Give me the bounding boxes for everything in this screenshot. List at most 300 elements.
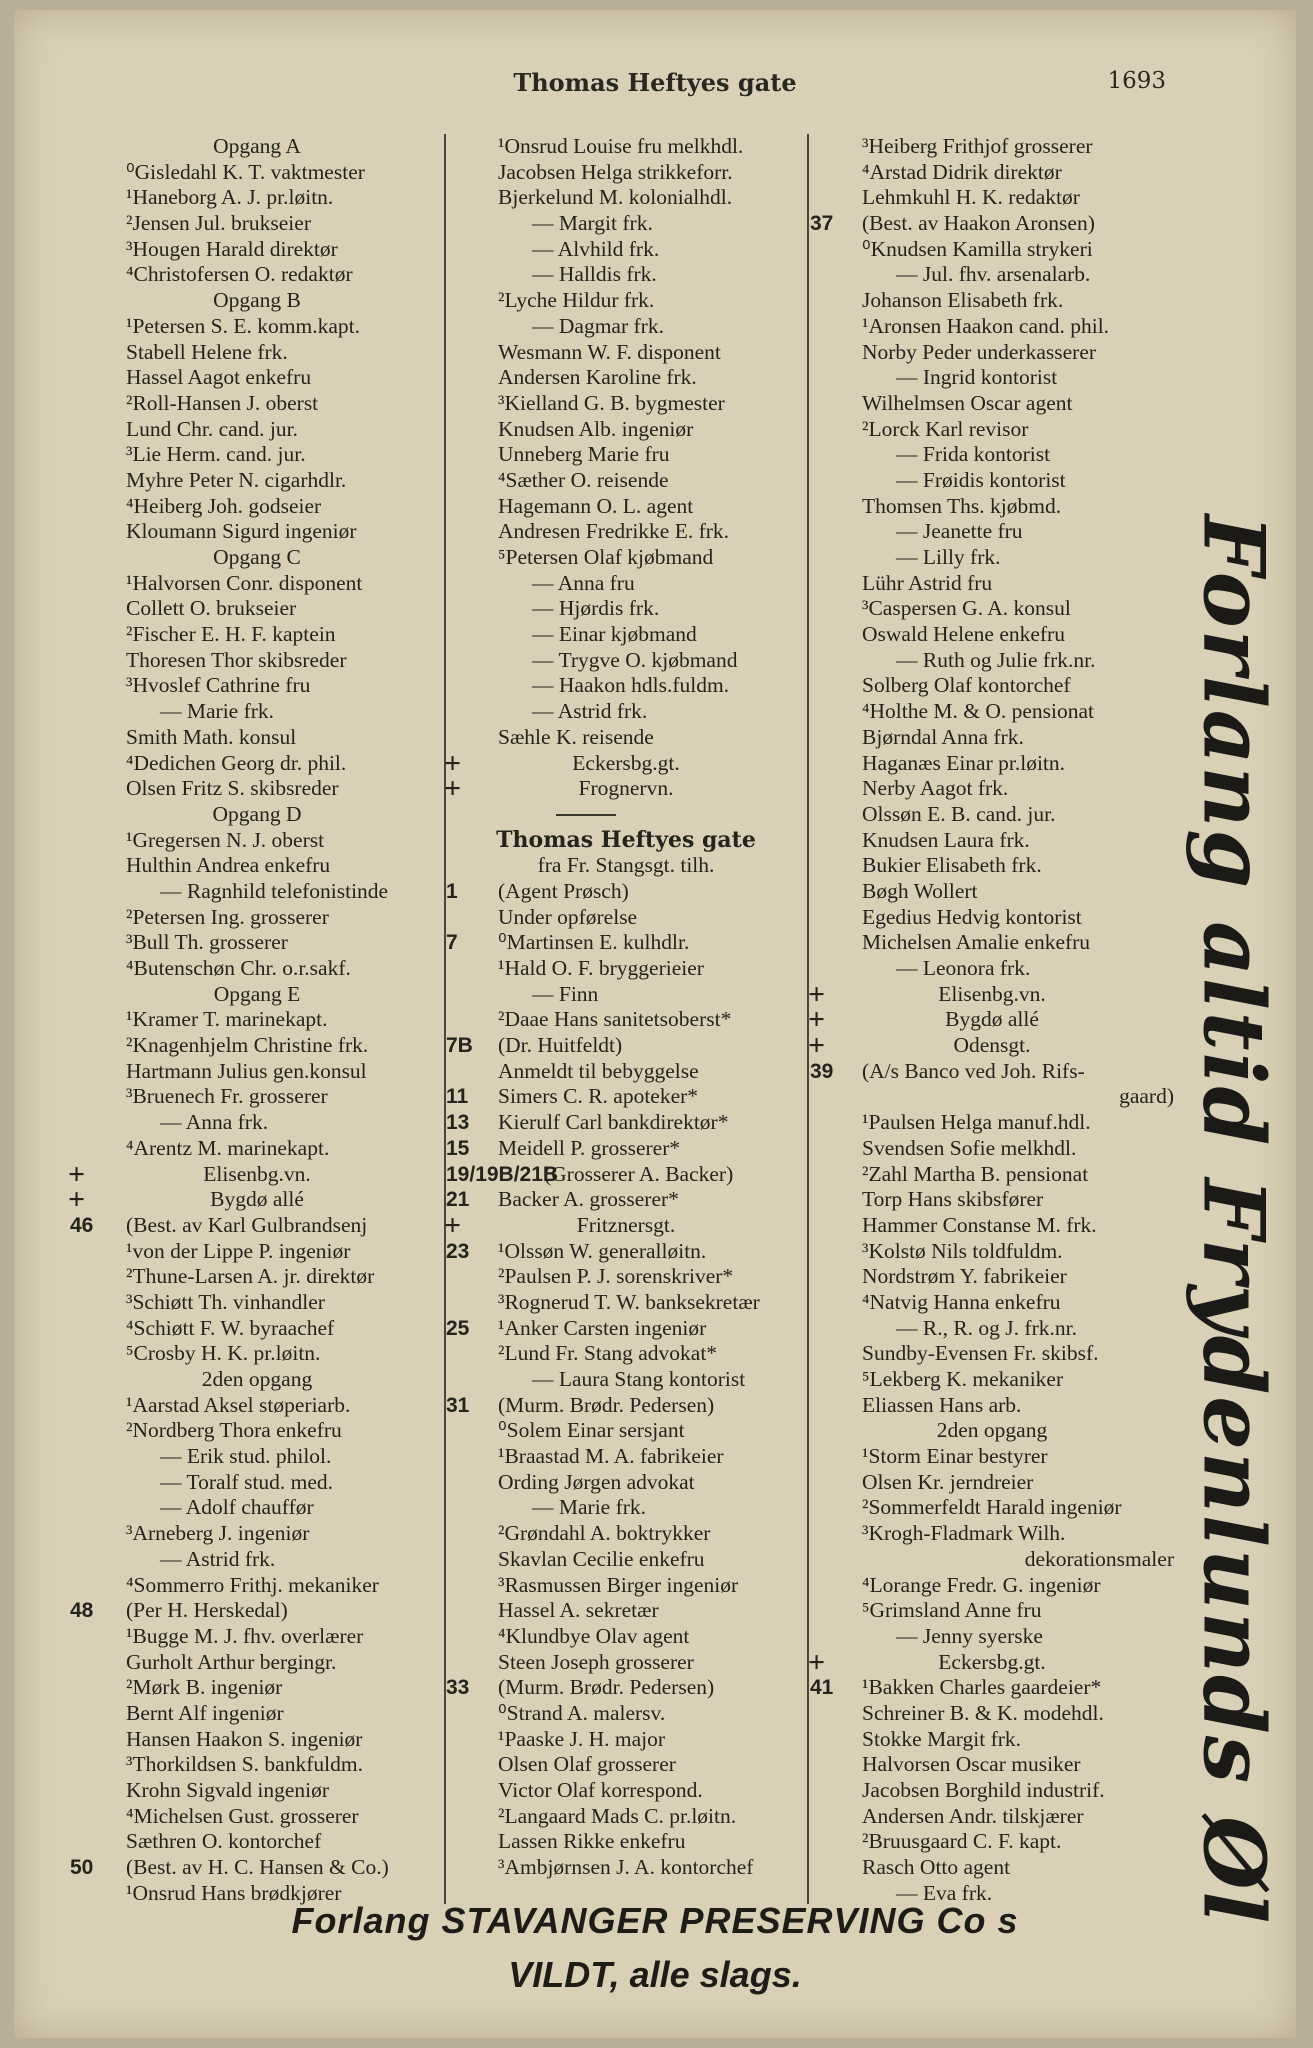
- entry-text: Lehmkuhl H. K. redaktør: [862, 185, 1080, 210]
- entry-text: — Frøidis kontorist: [896, 467, 1066, 492]
- entry-text: ⁵Grimsland Anne fru: [862, 1598, 1042, 1623]
- directory-entry: [810, 1264, 1174, 1290]
- directory-entry: [446, 1547, 806, 1573]
- cross-street: [68, 1183, 444, 1217]
- directory-entry: [446, 1264, 806, 1290]
- section-title: Thomas Heftyes gate: [496, 826, 756, 853]
- directory-entry: [446, 1239, 806, 1265]
- directory-entry: [446, 262, 806, 288]
- directory-entry: [810, 417, 1174, 443]
- entry-text: ¹Kramer T. marinekapt.: [126, 1007, 328, 1032]
- entry-text: ²Thune-Larsen A. jr. direktør: [126, 1264, 375, 1289]
- entry-text: Wilhelmsen Oscar agent: [862, 390, 1073, 415]
- entry-text: Oswald Helene enkefru: [862, 622, 1065, 647]
- entry-text: — Hjørdis frk.: [532, 596, 660, 621]
- directory-entry: [70, 699, 444, 725]
- directory-entry: [70, 1264, 444, 1290]
- directory-entry: [810, 494, 1174, 520]
- entry-text: ²Knagenhjelm Christine frk.: [126, 1033, 369, 1058]
- entry-text: Hassel A. sekretær: [498, 1598, 659, 1623]
- directory-entry: [810, 1290, 1174, 1316]
- entry-text: Bukier Elisabeth frk.: [862, 853, 1042, 878]
- directory-entry: [810, 930, 1174, 956]
- entry-text: Myhre Peter N. cigarhdlr.: [126, 467, 347, 492]
- street-name: Eckersbg.gt.: [938, 1649, 1046, 1674]
- directory-entry: [70, 828, 444, 854]
- entry-text: Hassel Aagot enkefru: [126, 365, 312, 390]
- entry-text: ²Mørk B. ingeniør: [126, 1675, 283, 1700]
- entry-text: ³Arneberg J. ingeniør: [126, 1521, 310, 1546]
- entry-text: — Toralf stud. med.: [160, 1469, 334, 1494]
- directory-entry: [446, 468, 806, 494]
- directory-entry: [446, 982, 806, 1008]
- entry-text: Solberg Olaf kontorchef: [862, 673, 1071, 698]
- entry-text: ²Zahl Martha B. pensionat: [862, 1161, 1089, 1186]
- directory-entry: [70, 237, 444, 263]
- directory-entry: [446, 160, 806, 186]
- entry-text: ³Caspersen G. A. konsul: [862, 596, 1071, 621]
- directory-entry: [446, 519, 806, 545]
- directory-entry: [810, 1624, 1174, 1650]
- entry-text: Backer A. grosserer*: [498, 1187, 679, 1212]
- directory-entry: [810, 1521, 1174, 1547]
- directory-entry: [810, 1778, 1174, 1804]
- directory-entry: [446, 314, 806, 340]
- cross-icon: +: [808, 1003, 826, 1037]
- directory-entry: [446, 1110, 806, 1136]
- directory-entry: [70, 365, 444, 391]
- side-advertisement: [1174, 490, 1294, 1950]
- directory-entry: [70, 622, 444, 648]
- entry-text: (Best. av H. C. Hansen & Co.): [126, 1855, 389, 1880]
- entry-text: Hartmann Julius gen.konsul: [126, 1058, 367, 1083]
- directory-entry: [446, 1804, 806, 1830]
- directory-entry: [70, 1573, 444, 1599]
- directory-entry: [70, 725, 444, 751]
- directory-entry: [446, 1136, 806, 1162]
- entry-text: ¹von der Lippe P. ingeniør: [126, 1238, 351, 1263]
- entry-text: Stokke Margit frk.: [862, 1726, 1022, 1751]
- directory-entry: [70, 1752, 444, 1778]
- directory-entry: [70, 673, 444, 699]
- entry-text: ³Rasmussen Birger ingeniør: [498, 1572, 739, 1597]
- directory-entry: [446, 673, 806, 699]
- directory-entry: [446, 1598, 806, 1624]
- street-name: Bygdø allé: [945, 1007, 1039, 1032]
- entry-text: ⁰Solem Einar sersjant: [498, 1418, 685, 1443]
- directory-entry: [70, 494, 444, 520]
- directory-entry: [446, 442, 806, 468]
- entry-text: ¹Bakken Charles gaardeier*: [862, 1675, 1102, 1700]
- entry-text: ²Lyche Hildur frk.: [498, 288, 655, 313]
- entrance-heading: [70, 134, 444, 160]
- directory-entry: [70, 417, 444, 443]
- column-2: [446, 134, 806, 1881]
- entry-text: ¹Olssøn W. generalløitn.: [498, 1238, 707, 1263]
- entry-text: — Eva frk.: [896, 1880, 993, 1905]
- entry-text: ¹Paulsen Helga manuf.hdl.: [862, 1110, 1091, 1135]
- directory-entry: [446, 288, 806, 314]
- street-name: Fritznersgt.: [576, 1212, 676, 1237]
- directory-entry: [810, 262, 1174, 288]
- street-name: Bygdø allé: [210, 1187, 304, 1212]
- directory-entry: [446, 1855, 806, 1881]
- directory-entry: [70, 1033, 444, 1059]
- entry-text: Lühr Astrid fru: [862, 570, 993, 595]
- entry-text: Knudsen Laura frk.: [862, 827, 1030, 852]
- directory-entry: [810, 1598, 1174, 1624]
- directory-entry: [810, 1444, 1174, 1470]
- entry-text: ²Roll-Hansen J. oberst: [126, 390, 319, 415]
- directory-entry: [70, 1213, 444, 1239]
- entry-text: ⁴Sommerro Frithj. mekaniker: [126, 1572, 379, 1597]
- directory-entry: [810, 725, 1174, 751]
- directory-entry: [810, 879, 1174, 905]
- entry-text: — Haakon hdls.fuldm.: [532, 673, 730, 698]
- house-number: 33: [446, 1676, 470, 1700]
- directory-entry: [70, 1393, 444, 1419]
- directory-entry: [810, 185, 1174, 211]
- entry-text: (Per H. Herskedal): [126, 1598, 288, 1623]
- directory-entry: [70, 519, 444, 545]
- section-divider: [446, 802, 806, 828]
- entry-text: ²Langaard Mads C. pr.løitn.: [498, 1803, 737, 1828]
- continuation-text: gaard): [1119, 1084, 1174, 1109]
- entry-text: Egedius Hedvig kontorist: [862, 904, 1082, 929]
- house-number: 23: [446, 1239, 470, 1263]
- entry-text: Steen Joseph grosserer: [498, 1649, 694, 1674]
- directory-entry: [70, 596, 444, 622]
- directory-entry: [810, 699, 1174, 725]
- entry-text: ³Kolstø Nils toldfuldm.: [862, 1238, 1063, 1263]
- entry-text: ³Ambjørnsen J. A. kontorchef: [498, 1855, 754, 1880]
- entry-text: ⁴Heiberg Joh. godseier: [126, 493, 322, 518]
- entrance-heading: [810, 1418, 1174, 1444]
- house-number: 7B: [446, 1034, 473, 1058]
- entry-text: — Alvhild frk.: [532, 236, 660, 261]
- section-heading: [446, 828, 806, 854]
- entry-text: ⁴Sæther O. reisende: [498, 467, 669, 492]
- entry-text: Nordstrøm Y. fabrikeier: [862, 1264, 1067, 1289]
- directory-entry: [70, 1418, 444, 1444]
- entry-text: ¹Petersen S. E. komm.kapt.: [126, 313, 360, 338]
- directory-entry: [446, 1316, 806, 1342]
- entry-text: — Ingrid kontorist: [896, 365, 1058, 390]
- entry-text: — Trygve O. kjøbmand: [532, 647, 738, 672]
- house-number: 1: [446, 879, 458, 903]
- entry-text: — Marie frk.: [532, 1495, 647, 1520]
- directory-entry: [70, 1290, 444, 1316]
- cross-street: [808, 977, 1174, 1011]
- directory-entry: [810, 288, 1174, 314]
- directory-entry: [810, 1213, 1174, 1239]
- directory-entry: [446, 1059, 806, 1085]
- entry-text: ⁵Petersen Olaf kjøbmand: [498, 545, 714, 569]
- entry-text: (Best. av Haakon Aronsen): [862, 211, 1095, 236]
- directory-entry: [446, 545, 806, 571]
- house-number: 48: [70, 1599, 94, 1623]
- directory-entry: [446, 930, 806, 956]
- directory-entry: [446, 1521, 806, 1547]
- entry-text: ¹Halvorsen Conr. disponent: [126, 570, 363, 595]
- directory-entry: [70, 442, 444, 468]
- directory-entry: [446, 1033, 806, 1059]
- entry-text: Anmeldt til bebyggelse: [498, 1058, 699, 1083]
- cross-street: [808, 1003, 1174, 1037]
- directory-entry: [446, 1341, 806, 1367]
- directory-entry: [446, 879, 806, 905]
- footer-ad-line-1: Forlang STAVANGER PRESERVING Co s: [291, 1900, 1019, 1941]
- directory-entry: [810, 1470, 1174, 1496]
- directory-entry: [810, 391, 1174, 417]
- house-number: 15: [446, 1136, 470, 1160]
- house-number: 50: [70, 1856, 94, 1880]
- directory-entry: [810, 237, 1174, 263]
- directory-entry: [446, 494, 806, 520]
- heading-text: 2den opgang: [201, 1367, 313, 1391]
- entry-text: ⁰Gisledahl K. T. vaktmester: [126, 159, 365, 184]
- directory-entry: [810, 519, 1174, 545]
- house-number: 21: [446, 1188, 470, 1212]
- entry-text: ²Fischer E. H. F. kaptein: [126, 622, 336, 647]
- directory-entry: [70, 905, 444, 931]
- entry-text: ²Jensen Jul. brukseier: [126, 211, 311, 236]
- entry-text: — R., R. og J. frk.nr.: [896, 1315, 1077, 1340]
- directory-entry: [446, 185, 806, 211]
- entry-text: — Einar kjøbmand: [532, 622, 697, 647]
- entry-text: Kierulf Carl bankdirektør*: [498, 1110, 729, 1135]
- entry-text: Collett O. brukseier: [126, 596, 297, 621]
- entry-text: ³Hvoslef Cathrine fru: [126, 673, 311, 698]
- directory-entry: [810, 340, 1174, 366]
- entry-text: — Jenny syerske: [896, 1623, 1043, 1648]
- entrance-heading: [446, 853, 806, 879]
- entry-text: ²Sommerfeldt Harald ingeniør: [862, 1495, 1122, 1520]
- entry-text: Kloumann Sigurd ingeniør: [126, 519, 357, 544]
- directory-entry: [810, 1675, 1174, 1701]
- entry-text: — Adolf chauffør: [160, 1495, 314, 1520]
- directory-entry: [810, 596, 1174, 622]
- house-number: 41: [810, 1676, 834, 1700]
- entry-text: ⁴Dedichen Georg dr. phil.: [126, 750, 347, 775]
- directory-entry: [70, 930, 444, 956]
- entry-text: ³Bull Th. grosserer: [126, 930, 288, 955]
- heading-text: Opgang B: [213, 288, 301, 313]
- directory-entry: [70, 1007, 444, 1033]
- entry-text: Skavlan Cecilie enkefru: [498, 1546, 705, 1571]
- entry-text: ³Krogh-Fladmark Wilh.: [862, 1521, 1066, 1546]
- entry-text: ⁰Martinsen E. kulhdlr.: [498, 930, 690, 955]
- column-1: [70, 134, 444, 1906]
- entry-text: Andersen Andr. tilskjærer: [862, 1803, 1084, 1828]
- street-name: Elisenbg.vn.: [203, 1161, 311, 1186]
- directory-entry: [446, 1701, 806, 1727]
- entry-text: Hansen Haakon S. ingeniør: [126, 1726, 363, 1751]
- directory-entry: [446, 622, 806, 648]
- directory-entry: [70, 1829, 444, 1855]
- entry-text: — Marie frk.: [160, 699, 275, 724]
- entry-text: Andresen Fredrikke E. frk.: [498, 519, 730, 544]
- entry-text: — Jul. fhv. arsenalarb.: [896, 262, 1091, 287]
- directory-entry: [70, 1727, 444, 1753]
- entry-text: Halvorsen Oscar musiker: [862, 1752, 1081, 1777]
- house-number: 39: [810, 1059, 834, 1083]
- entry-text: — Ruth og Julie frk.nr.: [896, 647, 1096, 672]
- directory-entry: [446, 134, 806, 160]
- directory-page: [14, 10, 1296, 2038]
- entrance-heading: [70, 982, 444, 1008]
- directory-entry: [446, 365, 806, 391]
- entry-text: ⁴Arstad Didrik direktør: [862, 159, 1062, 184]
- entry-text: ¹Haneborg A. J. pr.løitn.: [126, 185, 334, 210]
- entry-text: ⁴Michelsen Gust. grosserer: [126, 1803, 359, 1828]
- street-name: Eckersbg.gt.: [572, 750, 680, 775]
- entry-text: — Astrid frk.: [160, 1546, 276, 1571]
- directory-entry: [70, 1316, 444, 1342]
- entry-text: Rasch Otto agent: [862, 1855, 1011, 1880]
- directory-entry: [70, 1624, 444, 1650]
- entry-text: Bjerkelund M. kolonialhdl.: [498, 185, 733, 210]
- entry-text: Haganæs Einar pr.løitn.: [862, 750, 1066, 775]
- cross-icon: +: [68, 1183, 86, 1217]
- directory-entry: [810, 468, 1174, 494]
- directory-entry: [70, 1444, 444, 1470]
- entry-text: ²Grøndahl A. boktrykker: [498, 1521, 711, 1546]
- entry-text: ³Schiøtt Th. vinhandler: [126, 1289, 325, 1314]
- directory-entry: [70, 1675, 444, 1701]
- entry-text: (Dr. Huitfeldt): [498, 1033, 623, 1058]
- entry-text: Simers C. R. apoteker*: [498, 1084, 699, 1109]
- entry-text: Torp Hans skibsfører: [862, 1187, 1044, 1212]
- directory-entry: [70, 1136, 444, 1162]
- entry-text: ⁴Arentz M. marinekapt.: [126, 1135, 330, 1160]
- entry-text: ⁰Strand A. malersv.: [498, 1700, 666, 1725]
- directory-entry: [810, 1393, 1174, 1419]
- directory-entry: [446, 648, 806, 674]
- entry-text: ²Lorck Karl revisor: [862, 416, 1029, 441]
- entry-text: ²Lund Fr. Stang advokat*: [498, 1341, 718, 1366]
- entry-text: ³Thorkildsen S. bankfuldm.: [126, 1752, 363, 1777]
- directory-entry: [446, 1290, 806, 1316]
- entry-text: ⁴Schiøtt F. W. byraachef: [126, 1315, 335, 1340]
- directory-entry: [810, 1367, 1174, 1393]
- directory-entry: [446, 1393, 806, 1419]
- directory-entry: [446, 1650, 806, 1676]
- entry-text: ⁴Lorange Fredr. G. ingeniør: [862, 1572, 1101, 1597]
- directory-entry: [446, 1470, 806, 1496]
- entry-text: (Murm. Brødr. Pedersen): [498, 1675, 715, 1700]
- entry-text: Thomsen Ths. kjøbmd.: [862, 493, 1062, 518]
- entry-text: (Grosserer A. Backer): [544, 1161, 734, 1186]
- directory-entry: [70, 160, 444, 186]
- cross-street: [68, 1157, 444, 1191]
- street-name: Elisenbg.vn.: [938, 981, 1046, 1006]
- directory-entry: [810, 673, 1174, 699]
- directory-entry: [810, 571, 1174, 597]
- directory-entry: [70, 1110, 444, 1136]
- entry-text: Unneberg Marie fru: [498, 442, 670, 467]
- directory-entry: [446, 340, 806, 366]
- directory-entry: [810, 828, 1174, 854]
- heading-text: 2den opgang: [936, 1418, 1048, 1443]
- heading-text: Opgang E: [213, 981, 301, 1006]
- entry-text: ⁴Natvig Hanna enkefru: [862, 1289, 1061, 1314]
- entry-text: ⁴Christofersen O. redaktør: [126, 262, 353, 287]
- continuation-line: [810, 1547, 1174, 1573]
- house-number: 25: [446, 1316, 470, 1340]
- directory-entry: [810, 1059, 1174, 1085]
- entry-text: Norby Peder underkasserer: [862, 339, 1097, 364]
- entry-text: Under opførelse: [498, 904, 638, 929]
- cross-icon: +: [808, 1645, 826, 1679]
- entry-text: Jacobsen Borghild industrif.: [862, 1778, 1105, 1802]
- entry-text: (A/s Banco ved Joh. Rifs-: [862, 1058, 1085, 1083]
- entrance-heading: [70, 288, 444, 314]
- directory-entry: [446, 1727, 806, 1753]
- directory-entry: [70, 648, 444, 674]
- entry-text: — Laura Stang kontorist: [532, 1367, 746, 1391]
- directory-entry: [70, 211, 444, 237]
- directory-entry: [810, 1804, 1174, 1830]
- directory-entry: [446, 1007, 806, 1033]
- directory-entry: [810, 1316, 1174, 1342]
- directory-entry: [810, 1162, 1174, 1188]
- entry-text: ³Heiberg Frithjof grosserer: [862, 134, 1093, 158]
- directory-entry: [70, 1855, 444, 1881]
- directory-entry: [446, 1624, 806, 1650]
- directory-entry: [70, 1521, 444, 1547]
- entry-text: ¹Onsrud Hans brødkjører: [126, 1880, 342, 1905]
- entry-text: ¹Hald O. F. bryggerieier: [498, 956, 704, 980]
- entry-text: Sæthren O. kontorchef: [126, 1829, 322, 1854]
- directory-entry: [810, 1495, 1174, 1521]
- entry-text: (Agent Prøsch): [498, 878, 629, 903]
- heading-text: Opgang C: [213, 545, 301, 569]
- directory-entry: [446, 1495, 806, 1521]
- directory-entry: [70, 1778, 444, 1804]
- entry-text: (Murm. Brødr. Pedersen): [498, 1392, 715, 1417]
- directory-entry: [810, 1701, 1174, 1727]
- entry-text: ¹Gregersen N. J. oberst: [126, 827, 325, 852]
- entry-text: Nerby Aagot frk.: [862, 776, 1009, 801]
- heading-text: fra Fr. Stangsgt. tilh.: [537, 853, 715, 878]
- house-number: 31: [446, 1393, 470, 1417]
- directory-entry: [810, 1187, 1174, 1213]
- directory-entry: [810, 905, 1174, 931]
- entry-text: ³Rognerud T. W. banksekretær: [498, 1289, 760, 1314]
- directory-entry: [810, 751, 1174, 777]
- directory-entry: [810, 1136, 1174, 1162]
- entry-text: Meidell P. grosserer*: [498, 1135, 681, 1160]
- entry-text: ⁴Klundbye Olav agent: [498, 1623, 690, 1648]
- entry-text: — Ragnhild telefonistinde: [160, 878, 389, 903]
- directory-entry: [810, 442, 1174, 468]
- directory-entry: [446, 956, 806, 982]
- directory-entry: [70, 1059, 444, 1085]
- directory-entry: [446, 391, 806, 417]
- entry-text: ²Petersen Ing. grosserer: [126, 904, 329, 929]
- street-name: Frognervn.: [578, 776, 674, 801]
- entry-text: Olsen Kr. jerndreier: [862, 1469, 1034, 1494]
- entry-text: — Margit frk.: [532, 211, 653, 236]
- cross-street: [444, 772, 806, 806]
- entry-text: Andersen Karoline frk.: [498, 365, 697, 390]
- entry-text: Svendsen Sofie melkhdl.: [862, 1135, 1077, 1160]
- directory-entry: [810, 776, 1174, 802]
- directory-entry: [446, 1829, 806, 1855]
- directory-entry: [810, 1752, 1174, 1778]
- directory-entry: [446, 417, 806, 443]
